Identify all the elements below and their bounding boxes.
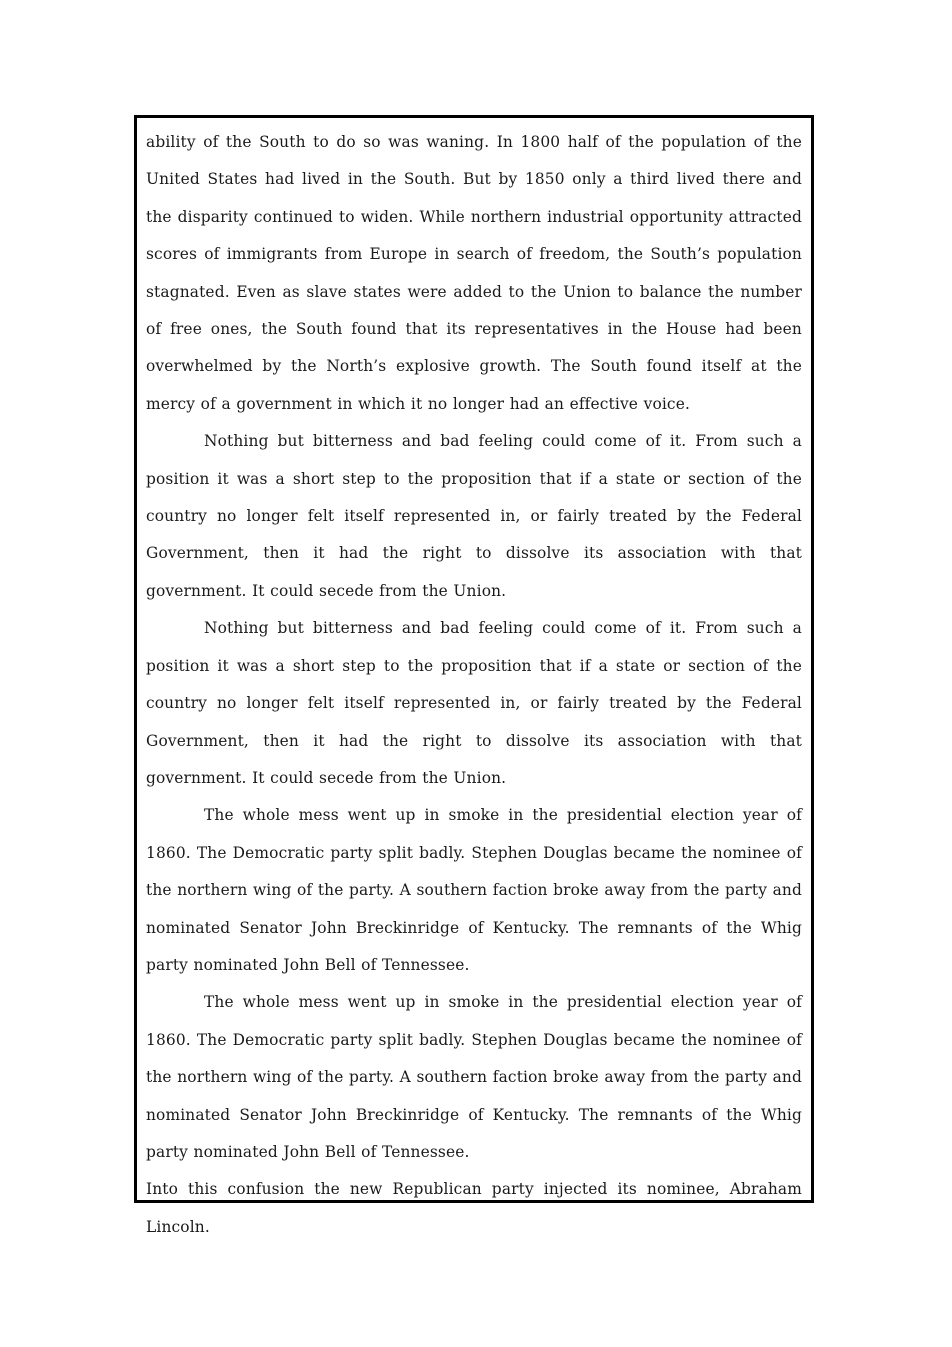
paragraph-4: The whole mess went up in smoke in the presidential election year of 1860. The Democratic party split badly. Stephen Douglas became the nominee of the northern wing of the party. A southern faction broke away from the party and nominated Senator John Breckinridge of Kentucky. The remnants of the Whig party nominated John Bell of Tennessee.: [146, 806, 802, 974]
paragraph-6: Into this confusion the new Republican party injected its nominee, Abraham Lincoln.: [146, 1180, 802, 1236]
paragraph-1: ability of the South to do so was waning. In 1800 half of the population of the United States had lived in the South. But by 1850 only a third lived there and the disparity continued to widen. While northern industrial opportunity attracted scores of immigrants from Europe in search of freedom, the South’s population stagnated. Even as slave states were added to the Union to balance the number of free ones, the South found that its representatives in the House had been overwhelmed by the North’s explosive growth. The South found itself at the mercy of a government in which it no longer had an effective voice.: [146, 133, 802, 413]
paragraph-3: Nothing but bitterness and bad feeling could come of it. From such a position it was a short step to the proposition that if a state or section of the country no longer felt itself represented in, or fairly treated by the Federal Government, then it had the right to dissolve its association with that government. It could secede from the Union.: [146, 619, 802, 787]
paragraph-2: Nothing but bitterness and bad feeling could come of it. From such a position it was a short step to the proposition that if a state or section of the country no longer felt itself represented in, or fairly treated by the Federal Government, then it had the right to dissolve its association with that government. It could secede from the Union.: [146, 432, 802, 600]
bordered-text-frame: [134, 115, 814, 1236]
paragraph-5: The whole mess went up in smoke in the presidential election year of 1860. The Democratic party split badly. Stephen Douglas became the nominee of the northern wing of the party. A southern faction broke away from the party and nominated Senator John Breckinridge of Kentucky. The remnants of the Whig party nominated John Bell of Tennessee.: [146, 993, 802, 1161]
